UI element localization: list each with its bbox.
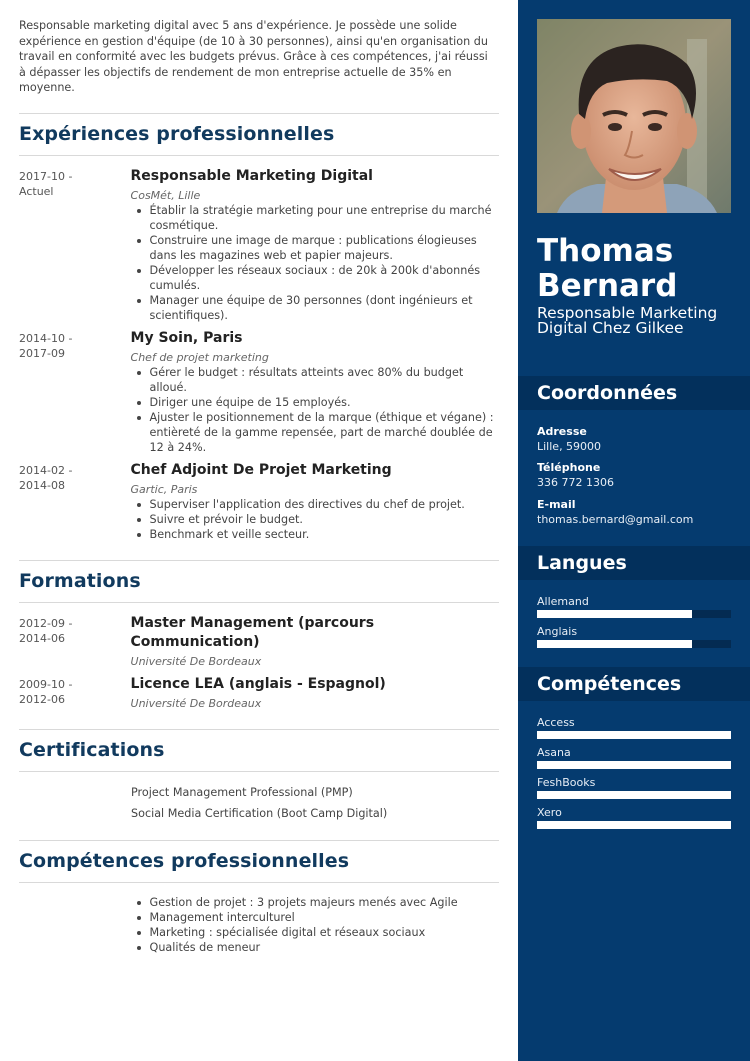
entry-dates bbox=[19, 675, 131, 711]
certification-list bbox=[19, 782, 499, 824]
entry-school: Université De Bordeaux bbox=[130, 654, 262, 668]
education-list bbox=[19, 614, 499, 711]
bullet-item: Qualités de meneur bbox=[131, 940, 499, 955]
section-title-experience: Expériences professionnelles bbox=[19, 122, 335, 145]
pro-skills-entry bbox=[19, 895, 499, 955]
section-title-contact: Coordonnées bbox=[518, 376, 750, 410]
skill-level-bar bbox=[537, 761, 731, 769]
date-end: 2014-08 bbox=[19, 478, 65, 492]
date-start: 2012-09 - bbox=[19, 616, 73, 630]
bullet-item: Construire une image de marque : publications élogieuses dans les magazines web et papier majeurs. bbox=[131, 233, 499, 263]
contact-email bbox=[537, 497, 693, 527]
divider bbox=[19, 771, 499, 772]
certification-item: Project Management Professional (PMP) bbox=[131, 785, 353, 799]
contact-address bbox=[537, 424, 601, 454]
entry-body bbox=[131, 675, 499, 711]
pro-skills-list bbox=[131, 895, 499, 955]
section-title-languages: Langues bbox=[518, 546, 750, 580]
skill-name: Xero bbox=[537, 806, 562, 819]
skill-level-bar bbox=[537, 731, 731, 739]
entry-title: Chef Adjoint De Projet Marketing bbox=[130, 461, 392, 478]
divider bbox=[19, 560, 499, 561]
divider bbox=[19, 155, 499, 156]
experience-list bbox=[19, 167, 499, 542]
skill-name: FeshBooks bbox=[537, 776, 596, 789]
experience-entry bbox=[19, 167, 499, 323]
entry-dates bbox=[19, 167, 131, 323]
entry-bullets bbox=[131, 365, 499, 455]
entry-title: Responsable Marketing Digital bbox=[130, 167, 373, 184]
entry-school: Université De Bordeaux bbox=[130, 696, 262, 710]
entry-body bbox=[131, 461, 499, 542]
date-start: 2009-10 - bbox=[19, 677, 73, 691]
last-name: Bernard bbox=[537, 268, 678, 304]
skill-level-bar bbox=[537, 791, 731, 799]
skill-item bbox=[537, 806, 731, 829]
skill-item bbox=[537, 746, 731, 769]
entry-role: Chef de projet marketing bbox=[130, 350, 269, 364]
bullet-item: Suivre et prévoir le budget. bbox=[131, 512, 499, 527]
entry-dates bbox=[19, 329, 131, 455]
address-label: Adresse bbox=[537, 425, 587, 438]
skill-name: Asana bbox=[537, 746, 571, 759]
bullet-item: Gérer le budget : résultats atteints avec 80% du budget alloué. bbox=[131, 365, 499, 395]
sidebar bbox=[518, 0, 750, 1061]
language-level-bar bbox=[537, 640, 731, 648]
date-end: 2017-09 bbox=[19, 346, 65, 360]
divider bbox=[19, 602, 499, 603]
divider bbox=[19, 113, 499, 114]
candidate-name bbox=[537, 234, 677, 304]
entry-body bbox=[131, 329, 499, 455]
profile-photo bbox=[537, 19, 731, 213]
divider bbox=[19, 882, 499, 883]
language-level-bar bbox=[537, 610, 731, 618]
entry-bullets bbox=[131, 497, 499, 542]
language-item bbox=[537, 595, 731, 618]
language-name: Allemand bbox=[537, 595, 589, 608]
entry-title: My Soin, Paris bbox=[130, 329, 243, 346]
skill-level-bar bbox=[537, 821, 731, 829]
entry-company: CosMét, Lille bbox=[130, 188, 201, 202]
language-name: Anglais bbox=[537, 625, 578, 638]
entry-title: Licence LEA (anglais - Espagnol) bbox=[130, 675, 386, 692]
email-label: E-mail bbox=[537, 498, 576, 511]
entry-body bbox=[131, 614, 499, 669]
bullet-item: Établir la stratégie marketing pour une entreprise du marché cosmétique. bbox=[131, 203, 499, 233]
entry-body bbox=[131, 167, 499, 323]
bullet-item: Management interculturel bbox=[131, 910, 499, 925]
contact-phone bbox=[537, 460, 614, 490]
skill-item bbox=[537, 776, 731, 799]
phone-label: Téléphone bbox=[537, 461, 601, 474]
profile-summary: Responsable marketing digital avec 5 ans d'expérience. Je possède une solide expérience en gestion d'équipe (de 10 à 30 personnes), ainsi qu'en organisation du travail en conformité avec les budgets prévus. Grâce à ces compétences, j'ai réussi à dépasser les objectifs de rendement de mon entreprise actuelle de 35% en moyenne. bbox=[19, 19, 488, 94]
bullet-item: Ajuster le positionnement de la marque (éthique et végane) : entièreté de la gamme repensée, part de marché doublée de 12 à 24%. bbox=[131, 410, 499, 455]
candidate-role: Responsable Marketing Digital Chez Gilkee bbox=[537, 304, 718, 337]
bullet-item: Superviser l'application des directives du chef de projet. bbox=[131, 497, 499, 512]
first-name: Thomas bbox=[537, 233, 674, 269]
section-title-skills: Compétences bbox=[518, 667, 750, 701]
entry-title: Master Management (parcours Communication) bbox=[130, 614, 375, 650]
bullet-item: Benchmark et veille secteur. bbox=[131, 527, 499, 542]
bullet-item: Gestion de projet : 3 projets majeurs menés avec Agile bbox=[131, 895, 499, 910]
bullet-item: Manager une équipe de 30 personnes (dont ingénieurs et scientifiques). bbox=[131, 293, 499, 323]
section-title-certifications: Certifications bbox=[19, 738, 165, 761]
address-value: Lille, 59000 bbox=[537, 440, 602, 453]
date-end: Actuel bbox=[19, 184, 54, 198]
section-title-education: Formations bbox=[19, 569, 141, 592]
date-end: 2014-06 bbox=[19, 631, 65, 645]
date-start: 2017-10 - bbox=[19, 169, 73, 183]
divider bbox=[19, 729, 499, 730]
entry-dates bbox=[19, 461, 131, 542]
date-start: 2014-10 - bbox=[19, 331, 73, 345]
experience-entry bbox=[19, 461, 499, 542]
entry-company: Gartic, Paris bbox=[130, 482, 198, 496]
date-start: 2014-02 - bbox=[19, 463, 73, 477]
skill-name: Access bbox=[537, 716, 575, 729]
language-item bbox=[537, 625, 731, 648]
section-title-pro-skills: Compétences professionnelles bbox=[19, 849, 350, 872]
email-value: thomas.bernard@gmail.com bbox=[537, 513, 694, 526]
bullet-item: Diriger une équipe de 15 employés. bbox=[131, 395, 499, 410]
experience-entry bbox=[19, 329, 499, 455]
skill-item bbox=[537, 716, 731, 739]
certification-item: Social Media Certification (Boot Camp Digital) bbox=[131, 806, 388, 820]
bullet-item: Marketing : spécialisée digital et réseaux sociaux bbox=[131, 925, 499, 940]
education-entry bbox=[19, 614, 499, 669]
divider bbox=[19, 840, 499, 841]
entry-bullets bbox=[131, 203, 499, 323]
phone-value: 336 772 1306 bbox=[537, 476, 614, 489]
date-end: 2012-06 bbox=[19, 692, 65, 706]
entry-dates bbox=[19, 614, 131, 669]
portrait-image bbox=[537, 19, 731, 213]
bullet-item: Développer les réseaux sociaux : de 20k à 200k d'abonnés cumulés. bbox=[131, 263, 499, 293]
education-entry bbox=[19, 675, 499, 711]
